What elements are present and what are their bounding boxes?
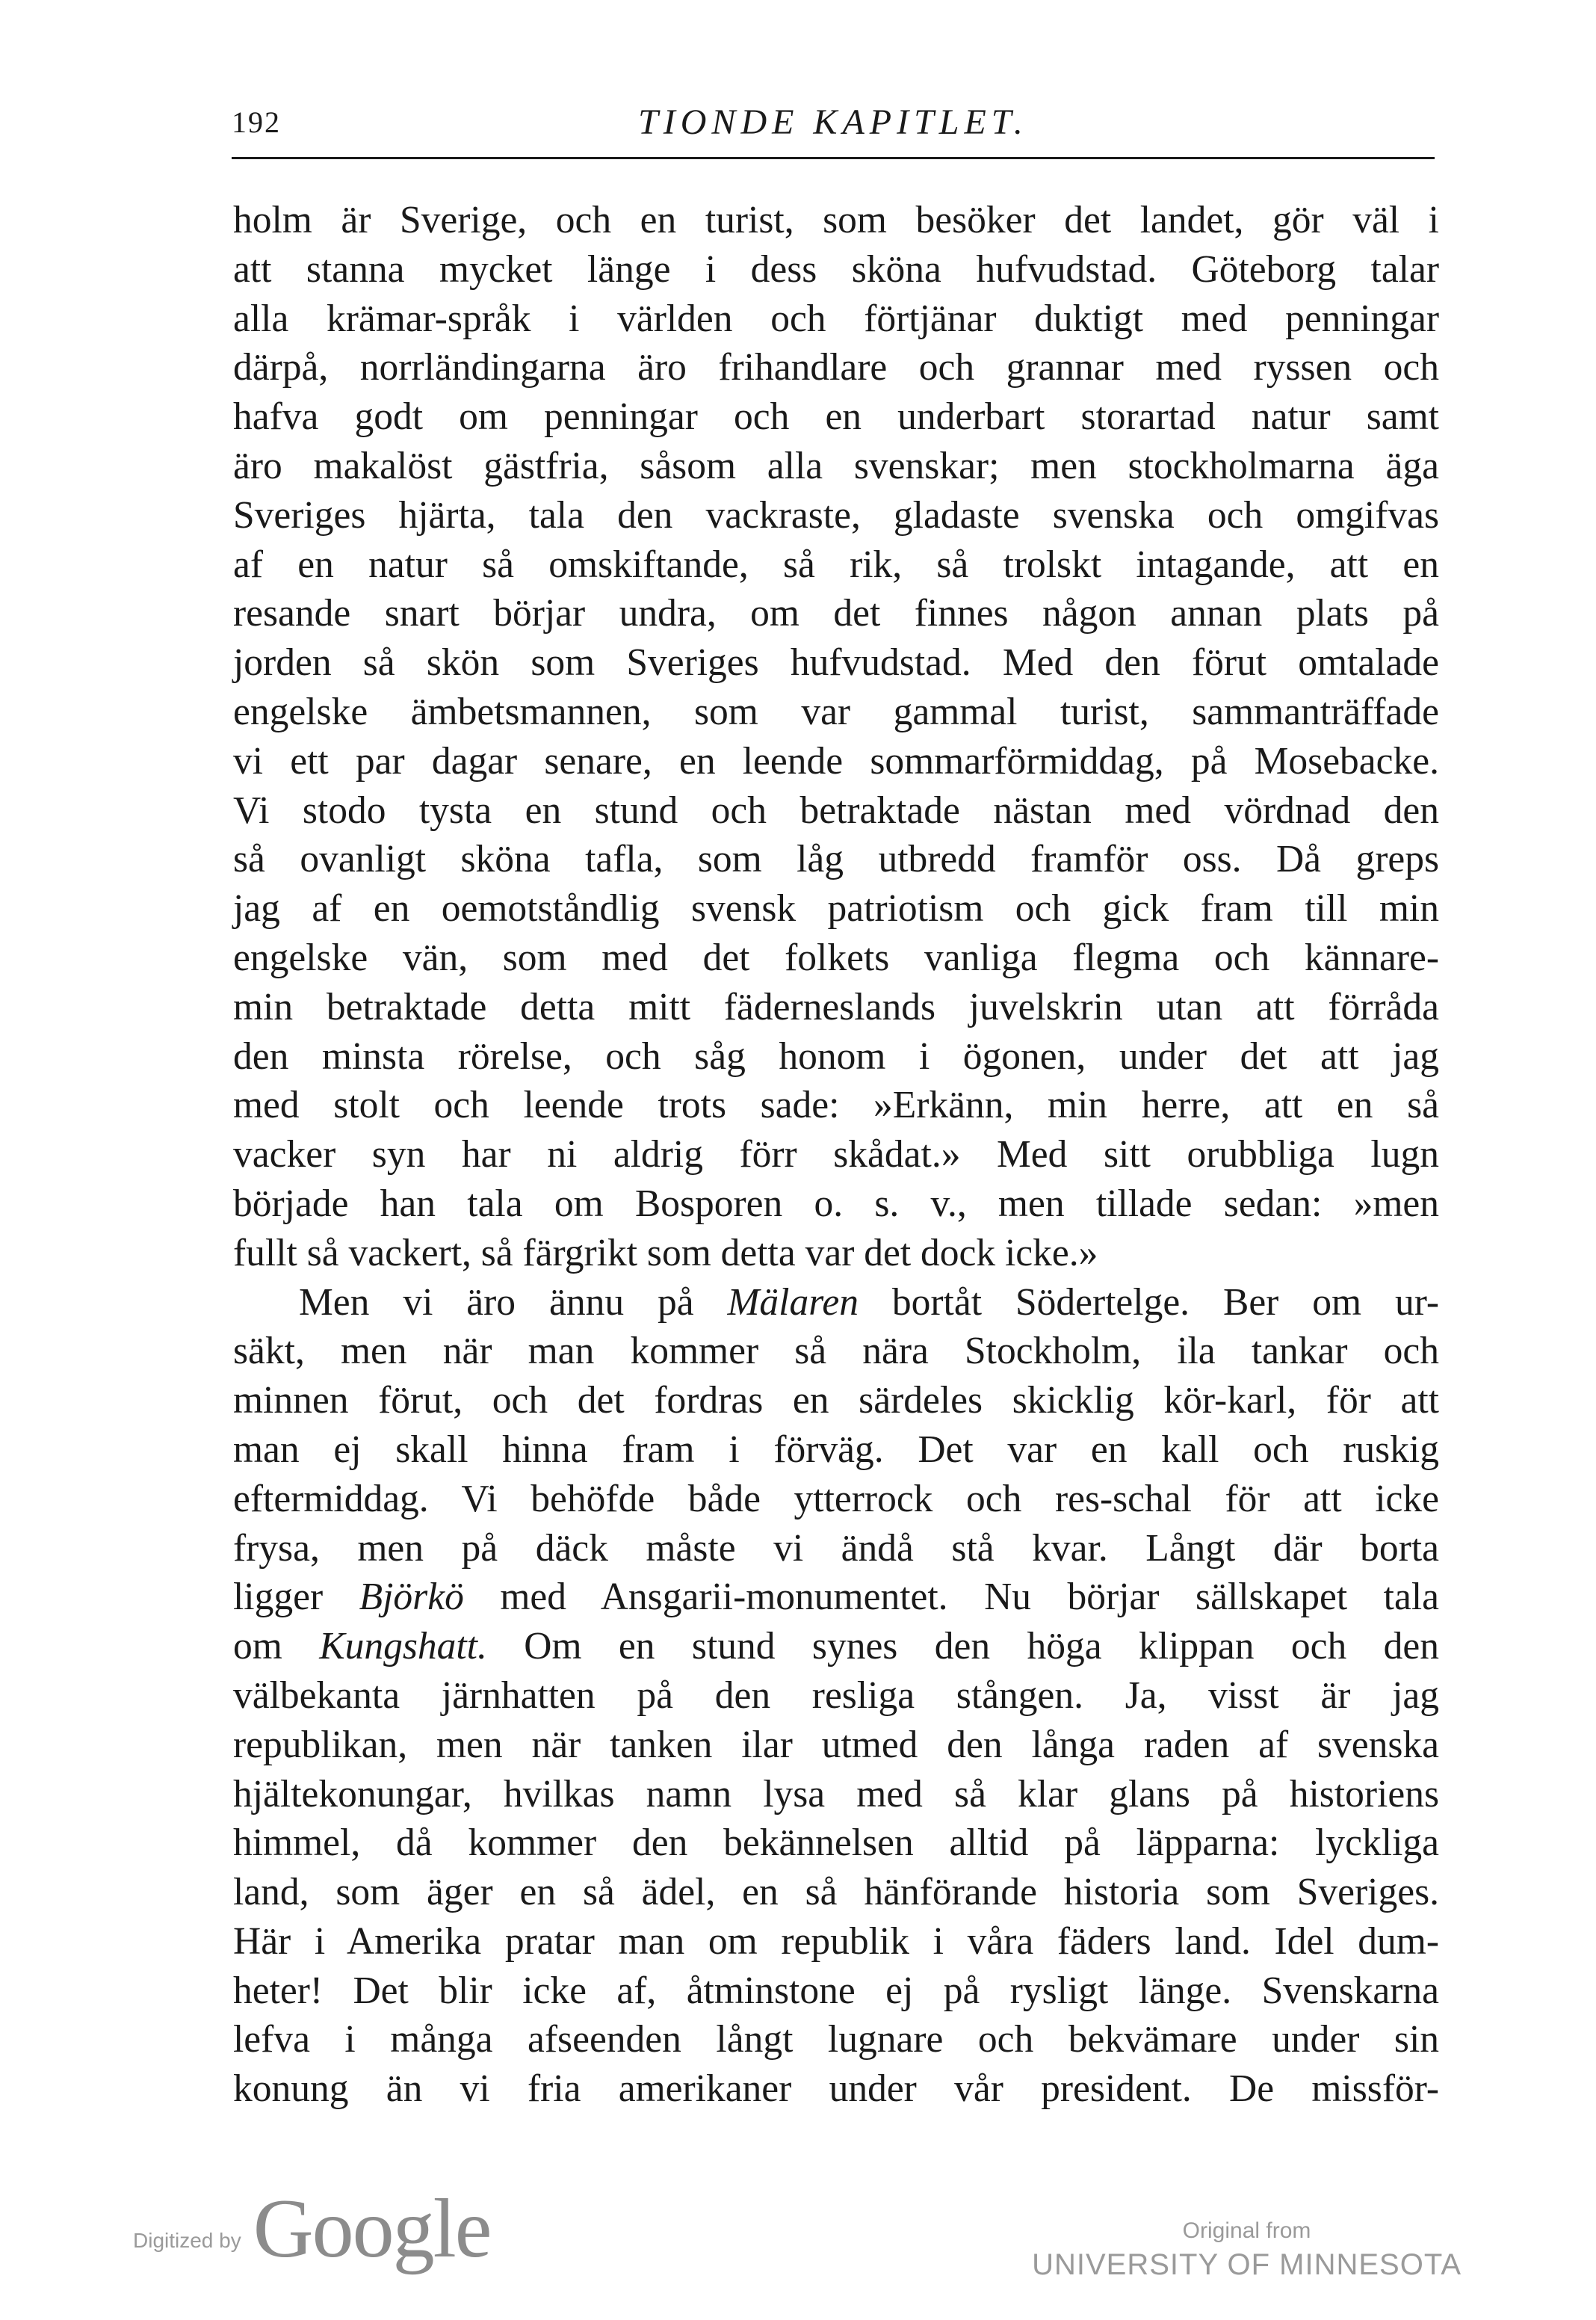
text-line-paragraph-start bbox=[233, 1278, 1439, 1327]
text-line: äro makalöst gästfria, såsom alla svenskar; men stockholmarna äga bbox=[233, 444, 1439, 487]
text-line: lefva i många afseenden långt lugnare och bekvämare under sin bbox=[233, 2018, 1439, 2061]
text-segment: ligger bbox=[233, 1576, 359, 1619]
text-line: himmel, då kommer den bekännelsen alltid på läpparna: lyckliga bbox=[233, 1821, 1439, 1865]
text-line: frysa, men på däck måste vi ändå stå kvar. Långt där borta bbox=[233, 1526, 1439, 1570]
text-line: minnen förut, och det fordras en särdeles skicklig kör-karl, för att bbox=[233, 1379, 1439, 1422]
text-line: så ovanligt sköna tafla, som låg utbredd framför oss. Då greps bbox=[233, 838, 1439, 881]
page-number: 192 bbox=[232, 105, 281, 139]
text-line: holm är Sverige, och en turist, som besöker det landet, gör väl i bbox=[233, 199, 1439, 241]
text-segment: om bbox=[233, 1625, 320, 1668]
text-line: välbekanta järnhatten på den resliga stången. Ja, visst är jag bbox=[233, 1673, 1439, 1717]
text-line: Här i Amerika pratar man om republik i våra fäders land. Idel dum- bbox=[233, 1919, 1439, 1963]
text-line: säkt, men när man kommer så nära Stockholm, ila tankar och bbox=[233, 1330, 1439, 1373]
text-line bbox=[233, 1622, 1439, 1671]
running-header bbox=[232, 102, 1435, 159]
digitized-by-label: Digitized by bbox=[133, 2229, 241, 2252]
text-line: jorden så skön som Sveriges hufvudstad. Med den förut omtalade bbox=[233, 641, 1439, 685]
text-line: heter! Det blir icke af, åtminstone ej på rysligt länge. Svenskarna bbox=[233, 1969, 1439, 2012]
google-logo: Google bbox=[253, 2182, 491, 2275]
text-line: jag af en oemotståndlig svensk patriotism och gick fram till min bbox=[233, 887, 1439, 931]
text-line: att stanna mycket länge i dess sköna hufvudstad. Göteborg talar bbox=[233, 247, 1439, 291]
text-line: eftermiddag. Vi behöfde både ytterrock och res-schal för att icke bbox=[233, 1477, 1439, 1520]
italic-place-name: Mälaren bbox=[727, 1280, 859, 1324]
text-line: alla krämar-språk i världen och förtjänar duktigt med penningar bbox=[233, 297, 1439, 340]
text-line: republikan, men när tanken ilar utmed den långa raden af svenska bbox=[233, 1723, 1439, 1766]
text-line bbox=[233, 1573, 1439, 1622]
text-line: resande snart börjar undra, om det finnes någon annan plats på bbox=[233, 592, 1439, 635]
text-line: konung än vi fria amerikaner under vår president. De missför- bbox=[233, 2067, 1439, 2111]
digitized-by-watermark bbox=[133, 2181, 491, 2275]
text-line: därpå, norrländingarna äro frihandlare och grannar med ryssen och bbox=[233, 346, 1439, 389]
original-source-watermark bbox=[1032, 2218, 1462, 2282]
running-head-title: TIONDE KAPITLET. bbox=[638, 102, 1028, 142]
text-line: engelske ämbetsmannen, som var gammal turist, sammanträffade bbox=[233, 690, 1439, 733]
text-line: land, som äger en så ädel, en så hänförande historia som Sveriges. bbox=[233, 1871, 1439, 1914]
text-line: vacker syn har ni aldrig förr skådat.» Med sitt orubbliga lugn bbox=[233, 1133, 1439, 1176]
italic-place-name: Kungshatt. bbox=[319, 1625, 487, 1668]
text-line: började han tala om Bosporen o. s. v., men tillade sedan: »men bbox=[233, 1182, 1439, 1225]
text-line: Sveriges hjärta, tala den vackraste, gladaste svenska och omgifvas bbox=[233, 493, 1439, 537]
text-line: Vi stodo tysta en stund och betraktade nästan med vördnad den bbox=[233, 789, 1439, 832]
text-segment: Om en stund synes den höga klippan och den bbox=[486, 1625, 1440, 1668]
text-line-paragraph-end: fullt så vackert, så färgrikt som detta var det dock icke.» bbox=[233, 1231, 1098, 1274]
text-line: hjältekonungar, hvilkas namn lysa med så klar glans på historiens bbox=[233, 1772, 1439, 1815]
text-line: hafva godt om penningar och en underbart storartad natur samt bbox=[233, 395, 1439, 439]
text-line: af en natur så omskiftande, så rik, så trolskt intagande, att en bbox=[233, 543, 1439, 586]
text-segment: bortåt Södertelge. Ber om ur- bbox=[858, 1280, 1439, 1324]
text-line: med stolt och leende trots sade: »Erkänn, min herre, att en så bbox=[233, 1084, 1439, 1127]
italic-place-name: Björkö bbox=[359, 1576, 464, 1619]
university-label: UNIVERSITY OF MINNESOTA bbox=[1032, 2248, 1462, 2281]
text-segment: Men vi äro ännu på bbox=[299, 1280, 728, 1324]
text-line: engelske vän, som med det folkets vanliga flegma och kännare- bbox=[233, 936, 1439, 979]
text-line: den minsta rörelse, och såg honom i ögonen, under det att jag bbox=[233, 1034, 1439, 1078]
text-line: min betraktade detta mitt fäderneslands juvelskrin utan att förråda bbox=[233, 985, 1439, 1028]
text-line: vi ett par dagar senare, en leende sommarförmiddag, på Mosebacke. bbox=[233, 739, 1439, 783]
original-from-label: Original from bbox=[1182, 2218, 1311, 2243]
text-line: man ej skall hinna fram i förväg. Det var en kall och ruskig bbox=[233, 1428, 1439, 1471]
text-segment: med Ansgarii-monumentet. Nu börjar sällskapet tala bbox=[463, 1576, 1439, 1619]
body-text bbox=[233, 196, 1439, 2114]
